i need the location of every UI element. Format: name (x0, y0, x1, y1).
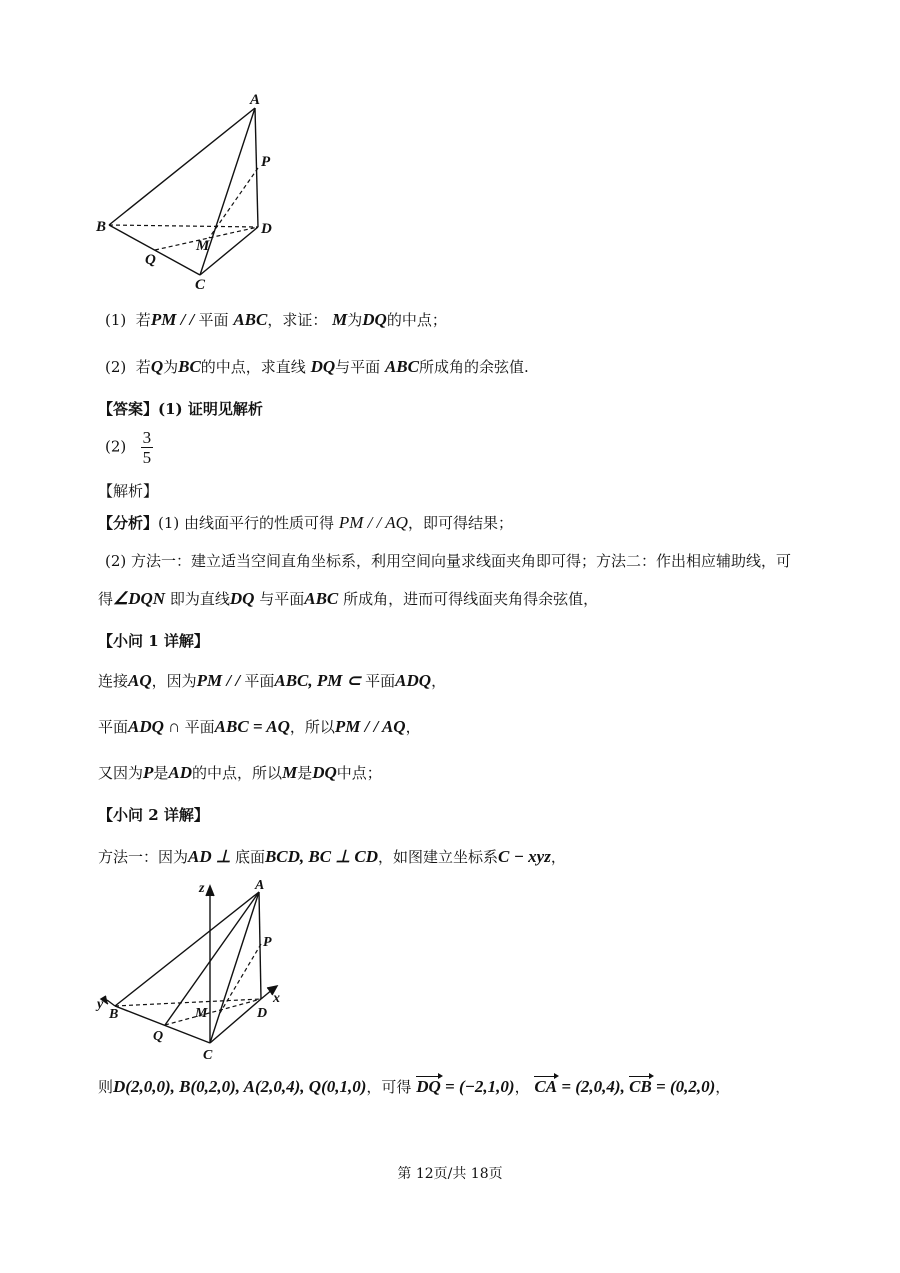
axis-label-x: x (273, 991, 280, 1006)
fenxi-label: 【分析】 (98, 514, 159, 532)
label-C: C (195, 277, 206, 293)
answer-line-2: (2) $\frac{3}{5}$ (105, 428, 152, 467)
sub2-title: 【小问 2 详解】 (98, 806, 209, 824)
vector-CB: CB (629, 1077, 652, 1096)
fenxi-line-3: 得∠DQN 即为直线DQ 与平面ABC 所成角，进而可得线面夹角得余弦值， (98, 589, 599, 608)
label-Q: Q (153, 1029, 164, 1044)
sub1-line-1: 连接AQ，因为PM / / 平面ABC, PM ⊂ 平面ADQ， (98, 671, 447, 690)
q2-number: (2) (105, 358, 127, 376)
label-M: M (195, 1006, 208, 1021)
vector-DQ: DQ (416, 1077, 441, 1096)
fenxi-line-2: (2) 方法一：建立适当空间直角坐标系，利用空间向量求线面夹角即可得；方法二：作出相应辅助线，可 (105, 552, 792, 570)
pyramid-figure-1 (95, 90, 295, 295)
label-M: M (196, 238, 210, 254)
q1-number: (1) (105, 311, 127, 329)
label-D: D (257, 1006, 268, 1021)
label-A: A (250, 92, 261, 108)
page-footer: 第 12页/共 18页 (397, 1166, 503, 1182)
answer-line-1: 【答案】(1) 证明见解析 (98, 400, 263, 418)
label-D: D (261, 221, 272, 237)
question-2: (2) 若Q为BC的中点，求直线 DQ与平面 ABC所成角的余弦值. (105, 357, 529, 376)
sub1-line-2: 平面ADQ ∩ 平面ABC = AQ，所以PM / / AQ， (98, 717, 421, 736)
sub1-title: 【小问 1 详解】 (98, 632, 209, 650)
pyramid-figure-2 (95, 878, 305, 1063)
label-P: P (263, 935, 272, 950)
label-P: P (261, 154, 271, 170)
label-B: B (96, 219, 107, 235)
coords-line: 则D(2,0,0), B(0,2,0), A(2,0,4), Q(0,1,0)，可得 DQ = (−2,1,0)， CA = (2,0,4), CB = (0,2,0)， (98, 1077, 731, 1096)
label-B: B (109, 1007, 119, 1022)
sub1-line-3: 又因为P是AD的中点，所以M是DQ中点； (98, 763, 382, 782)
fenxi-line-1: 【分析】(1) 由线面平行的性质可得 PM / / AQ，即可得结果； (98, 513, 513, 532)
answer-fraction: $\frac{3}{5}$ (142, 428, 152, 467)
label-C: C (203, 1048, 213, 1063)
vector-CA: CA (534, 1077, 558, 1096)
answer-label: 【答案】 (98, 400, 159, 418)
label-A: A (255, 878, 265, 893)
sub2-line-1: 方法一：因为AD ⊥ 底面BCD, BC ⊥ CD，如图建立坐标系C − xyz， (98, 847, 566, 866)
question-1: (1) 若PM / / 平面 ABC，求证： M为DQ的中点； (105, 310, 447, 329)
analysis-label: 【解析】 (98, 482, 159, 500)
axis-label-y: y (97, 997, 104, 1012)
label-Q: Q (145, 252, 156, 268)
axis-label-z: z (199, 881, 205, 896)
